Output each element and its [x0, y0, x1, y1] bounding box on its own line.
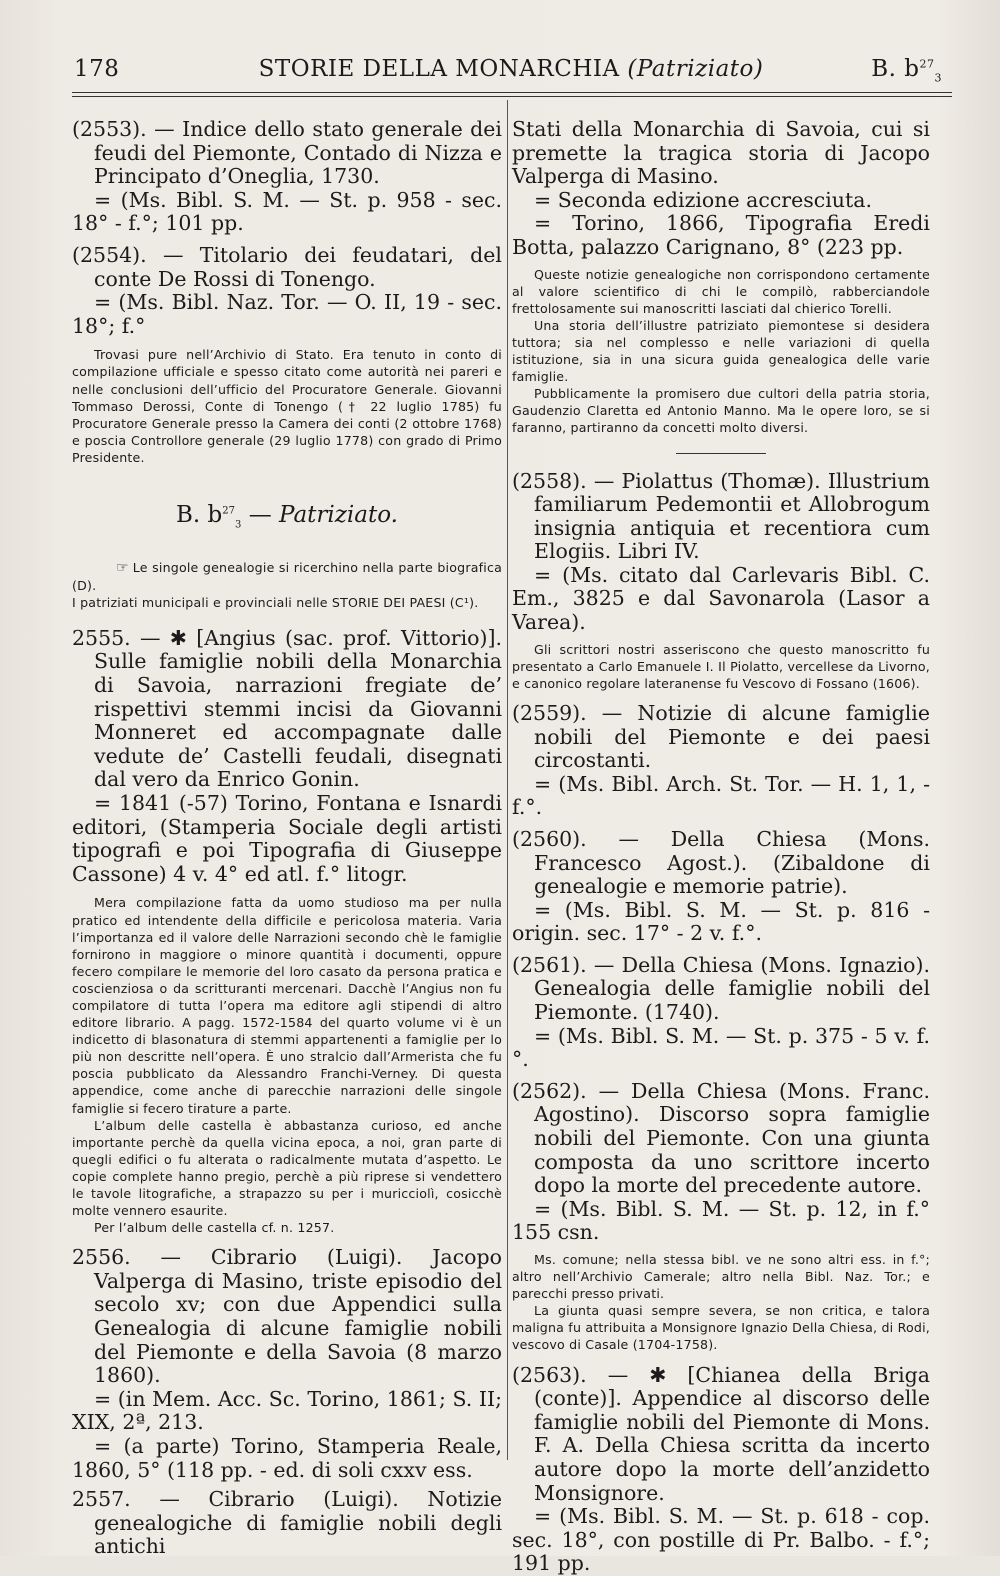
entry-2556-imprint-2: = (a parte) Torino, Stamperia Reale, 1860, 5° (118 pp. - ed. di soli cxxv ess. [72, 1434, 502, 1482]
entry-2557-title: 2557. — Cibrario (Luigi). Notizie genealogiche di famiglie nobili degli antichi [72, 1487, 502, 1559]
entry-2557-imprint: = Torino, 1866, Tipografia Eredi Botta, palazzo Carignano, 8° (223 pp. [512, 211, 930, 259]
notice-line-2: I patriziati municipali e provinciali nelle STORIE DEI PAESI (C¹). [72, 594, 479, 610]
entry-2555-note-2: L’album delle castella è abbastanza curioso, ed anche importante perchè da quella vicina epoca, a noi, gran parte di quegli edifici o fu alterata o radicalmente mutata d’aspetto. Le copie complete hanno pregio, perchè a più riprese si vendettero le tavole litografiche, a strapazzo su per i muricciolì, cosicchè molte vennero esaurite. [72, 1117, 502, 1219]
entry-2562-note-2: La giunta quasi sempre severa, se non critica, e talora maligna fu attribuita a Monsignore Ignazio Della Chiesa, di Rodi, vescovo di Casale (1704-1758). [512, 1303, 930, 1353]
entry-2554-imprint: = (Ms. Bibl. Naz. Tor. — O. II, 19 - sec. 18°; f.° [72, 290, 502, 338]
entry-2563-title: (2563). — ✱ [Chianea della Briga (conte)]. Appendice al discorso delle famiglie nobili del Piemonte di Mons. F. A. Della Chiesa scritta da incerto autore dopo la morte dell’anzidetto Monsignore. [512, 1362, 930, 1505]
entry-2563-imprint: = (Ms. Bibl. S. M. — St. p. 618 - cop. sec. 18°, con postille di Pr. Balbo. - f.°; 191 pp. [512, 1504, 930, 1576]
page-header [70, 56, 952, 90]
entry-2555-title: 2555. — ✱ [Angius (sac. prof. Vittorio)]. Sulle famiglie nobili della Monarchia di Savoia, narrazioni fregiate de’ rispettivi stemmi incisi da Giovanni Monneret ed accompagnate dalle vedute de’ Castelli feudali, disegnati dal vero da Enrico Gonin. [72, 625, 502, 792]
running-title-italic: (Patriziato) [627, 56, 764, 82]
left-column [72, 118, 502, 1559]
entry-2555-note-3: Per l’album delle castella cf. n. 1257. [94, 1220, 335, 1236]
entry-2557-note-1: Queste notizie genealogiche non corrispondono certamente al valore scientifico di chi le compilò, rabberciandole frettolosamente sui manoscritti lasciati dal chierico Torelli. [512, 266, 930, 316]
entry-2557-note-3: Pubblicamente la promisero due cultori della patria storia, Gaudenzio Claretta ed Antonio Manno. Ma le opere loro, se si faranno, partiranno da concetti molto diversi. [512, 386, 930, 436]
entry-2553-imprint: = (Ms. Bibl. S. M. — St. p. 958 - sec. 18° - f.°; 101 pp. [72, 187, 502, 236]
entry-2553-title: (2553). — Indice dello stato generale dei feudi del Piemonte, Contado di Nizza e Principato d’Oneglia, 1730. [72, 117, 502, 189]
header-rule-top [72, 92, 952, 93]
entry-2561-title: (2561). — Della Chiesa (Mons. Ignazio). Genealogia delle famiglie nobili del Piemonte. (1740). [512, 952, 930, 1025]
entry-2560-imprint: = (Ms. Bibl. S. M. — St. p. 816 - origin. sec. 17° - 2 v. f.°. [512, 897, 930, 946]
entry-2562-imprint: = (Ms. Bibl. S. M. — St. p. 12, in f.° 155 csn. [512, 1196, 930, 1245]
page-number: 178 [74, 56, 120, 82]
entry-2555-imprint: = 1841 (-57) Torino, Fontana e Isnardi editori, (Stamperia Sociale degli artisti tipografi e poi Tipografia di Giuseppe Cassone) 4 v. 4° ed atl. f.° litogr. [72, 791, 502, 886]
pointing-hand-icon: ☞ [116, 559, 129, 576]
section-heading: B. $b^{27}_3$ — Patriziato. [176, 502, 398, 531]
entry-2557-note-2: Una storia dell’illustre patriziato piemontese si desidera tuttora; sia nel complesso e nelle variazioni di quella istituzione, sia in una sicura guida genealogica delle varie famiglie. [512, 317, 930, 385]
right-column [512, 118, 930, 1576]
entry-2557-edition: = Seconda edizione accresciuta. [534, 187, 872, 212]
entry-2560-title: (2560). — Della Chiesa (Mons. Francesco Agost.). (Zibaldone di genealogie e memorie patrie). [512, 826, 930, 899]
entry-2561-imprint: = (Ms. Bibl. S. M. — St. p. 375 - 5 v. f.°. [512, 1023, 930, 1072]
notice-line-1: ☞ Le singole genealogie si ricerchino nella parte biografica (D). [72, 559, 502, 593]
entry-2558-title: (2558). — Piolattus (Thomæ). Illustrium familiarum Pedemontii et Allobrogum insignia antiquia et recentiora cum Elogiis. Libri IV. [512, 468, 930, 564]
running-title-text: STORIE DELLA MONARCHIA [258, 56, 620, 82]
entry-2562-title: (2562). — Della Chiesa (Mons. Franc. Agostino). Discorso sopra famiglie nobili del Piemonte. Con una giunta composta da uno scrittore incerto dopo la morte del precedente autore. [512, 1078, 930, 1198]
running-title [70, 56, 952, 82]
entry-2558-note: Gli scrittori nostri asseriscono che questo manoscritto fu presentato a Carlo Emanuele I. Il Piolatto, vercellese da Livorno, e canonico regolare lateranense fu Vescovo di Fossano (1606). [512, 641, 930, 691]
header-rule-bottom [72, 96, 952, 97]
entry-2556-title: 2556. — Cibrario (Luigi). Jacopo Valperga di Masino, triste episodio del secolo xv; con due Appendici sulla Genealogia di alcune famiglie nobili del Piemonte e della Savoia (8 marzo 1860). [72, 1245, 502, 1388]
entry-2556-imprint-1: = (in Mem. Acc. Sc. Torino, 1861; S. II; XIX, 2ª, 213. [72, 1386, 502, 1435]
entry-2555-note-1: Mera compilazione fatta da uomo studioso ma per nulla pratico ed intendente della difficile e pericolosa materia. Varia l’importanza ed il valore delle Narrazioni secondo chè le famiglie fornirono in maggiore o minore quantità i documenti, oppure fecero compilare le memorie del loro casato da persona pratica e coscienziosa o da scritturanti mercenari. Dacchè l’Angius non fu compilatore di tutta l’opera ma editore agli stipendi di altro editore librario. A pagg. 1572-1584 del quarto volume vi è un indicetto di blasonatura di stemmi appartenenti a famiglie per lo più non descritte nell’opera. È uno stralcio dall’Armerista che fu poscia pubblicato da Alessandro Franchi-Verney. Di questa appendice, come anche di parecchie narrazioni delle singole famiglie si fecero tirature a parte. [72, 895, 502, 1116]
entry-2558-imprint: = (Ms. citato dal Carlevaris Bibl. C. Em., 3825 e dal Savonarola (Lasor a Varea). [512, 562, 930, 635]
entry-2554-title: (2554). — Titolario dei feudatari, del conte De Rossi di Tonengo. [72, 242, 502, 291]
entry-2559-title: (2559). — Notizie di alcune famiglie nobili del Piemonte e dei paesi circostanti. [512, 700, 930, 773]
entry-2559-imprint: = (Ms. Bibl. Arch. St. Tor. — H. 1, 1, - f.°. [512, 771, 930, 820]
entry-2562-note-1: Ms. comune; nella stessa bibl. ve ne sono altri ess. in f.°; altro nell’Archivio Camerale; altro nella Bibl. Naz. Tor.; e parecchi presso privati. [512, 1252, 930, 1302]
column-divider [507, 100, 508, 1460]
entry-2554-note: Trovasi pure nell’Archivio di Stato. Era tenuto in conto di compilazione ufficiale e spesso citato come autorità nei pareri e nelle conclusioni dell’ufficio del Procuratore Generale. Giovanni Tommaso Derossi, Conte di Tonengo († 22 luglio 1785) fu Procuratore Generale presso la Camera dei conti (2 ottobre 1768) e poscia Controllore generale (29 luglio 1778) con grado di Primo Presidente. [72, 347, 502, 465]
signature-mark: B. $b^{27}_3$ [871, 56, 942, 85]
entry-2557-continued: Stati della Monarchia di Savoia, cui si premette la tragica storia di Jacopo Valperga di Masino. [512, 117, 930, 189]
